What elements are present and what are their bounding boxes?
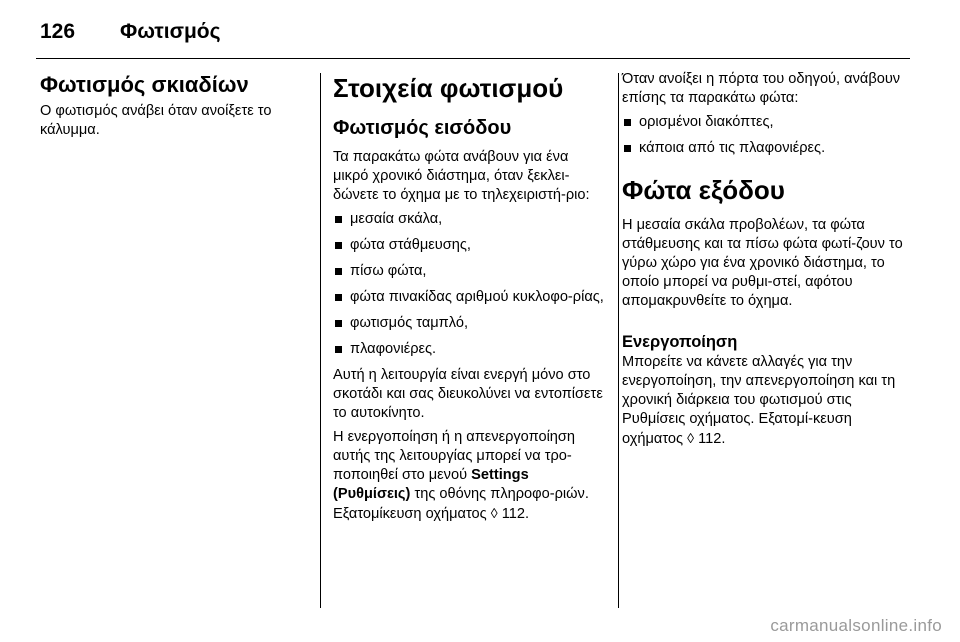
list-item: κάποια από τις πλαφονιέρες. [622,139,912,158]
list-item: μεσαία σκάλα, [333,210,605,229]
list-item: πλαφονιέρες. [333,340,605,359]
list-item: φώτα στάθμευσης, [333,236,605,255]
header-divider [36,58,910,59]
page-reference-icon: ◊ [490,505,498,521]
section-heading-visor-lights: Φωτισμός σκιαδίων [40,72,249,97]
text-run: Μπορείτε να κάνετε αλλαγές για την ενεργοποίηση, την απενεργοποίηση και τη χρονική διάρκεια του φωτισμού στις Ρυθμίσεις οχήματος. Εξατομί-κευση οχήματος [622,354,896,447]
column-1 [40,70,310,145]
column-2 [333,70,605,529]
list-item: πίσω φώτα, [333,262,605,281]
subheading-entry-lighting: Φωτισμός εισόδου [333,117,512,139]
page-reference[interactable]: 112. [501,506,530,522]
section-heading-exit-lights: Φώτα εξόδου [622,175,785,205]
body-text: Ο φωτισμός ανάβει όταν ανοίξετε το κάλυμμα. [40,103,272,138]
text-run: Η ενεργοποίηση ή η απενεργοποίηση αυτής της λειτουργίας μπορεί να τρο-ποποιηθεί στο μενού [333,429,576,483]
chapter-heading: Στοιχεία φωτισμού [333,73,564,103]
column-divider-2 [618,73,619,608]
body-text: Όταν ανοίξει η πόρτα του οδηγού, ανάβουν επίσης τα παρακάτω φώτα: [622,71,901,106]
text-run: της οθόνης πληροφο-ριών. Εξατομίκευση οχήματος [333,486,589,522]
page-number: 126 [40,20,76,43]
list-item: φώτα πινακίδας αριθμού κυκλοφο-ρίας, [333,288,605,307]
column-3 [622,70,912,454]
menu-name: Settings (Ρυθμίσεις) [333,467,529,502]
body-text [333,428,605,524]
subheading-activation: Ενεργοποίηση [622,333,738,351]
list-item: φωτισμός ταμπλό, [333,314,605,333]
body-text: Αυτή η λειτουργία είναι ενεργή μόνο στο σκοτάδι και σας διευκολύνει να εντοπίσετε το αυτοκίνητο. [333,367,603,421]
watermark: carmanualsonline.info [770,616,942,635]
body-text [622,353,912,449]
bullet-list [333,210,605,359]
page-reference-icon: ◊ [687,430,695,446]
page-reference[interactable]: 112. [698,431,726,447]
list-item: ορισμένοι διακόπτες, [622,113,912,132]
body-text: Τα παρακάτω φώτα ανάβουν για ένα μικρό χρονικό διάστημα, όταν ξεκλει-δώνετε το όχημα με το τηλεχειριστή-ριο: [333,149,590,203]
column-divider-1 [320,73,321,608]
body-text: Η μεσαία σκάλα προβολέων, τα φώτα στάθμευσης και τα πίσω φώτα φωτί-ζουν το γύρω χώρο για ένα χρονικό διάστημα, το οποίο μπορεί να ρυθμι-στεί, αφότου απομακρυνθείτε το όχημα. [622,217,903,309]
bullet-list [622,113,912,158]
page-header [40,14,221,50]
section-title: Φωτισμός [120,20,221,43]
